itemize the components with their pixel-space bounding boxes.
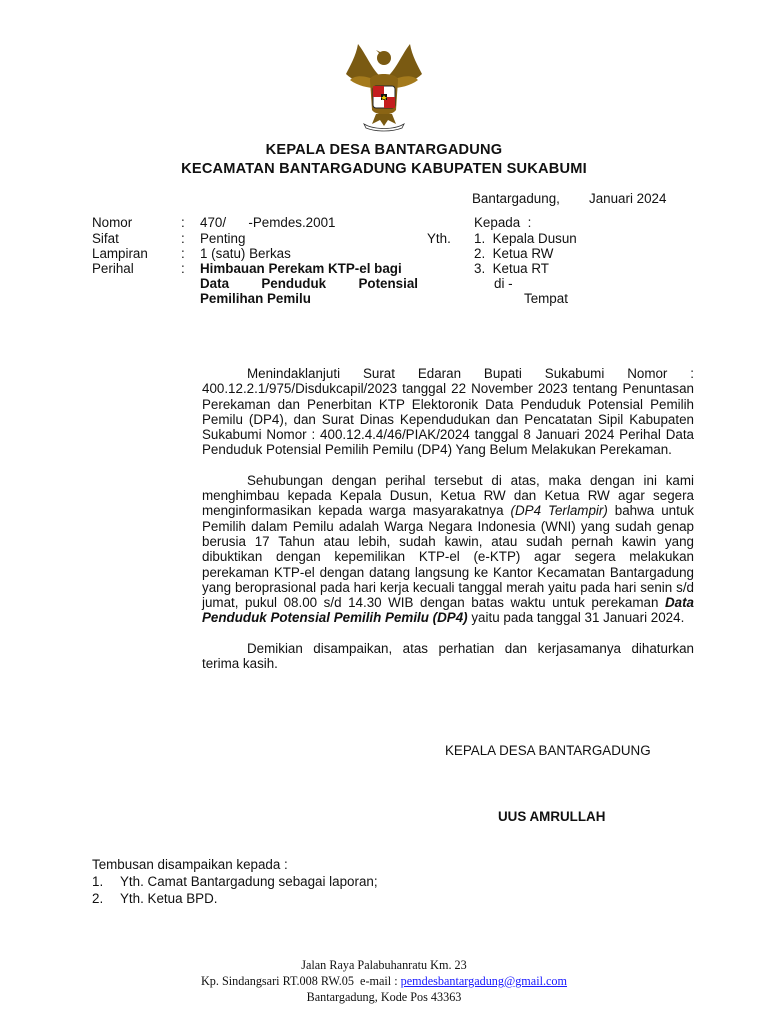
footer-line-3: Bantargadung, Kode Pos 43363	[306, 990, 462, 1004]
letterhead-line-1: KEPALA DESA BANTARGADUNG	[265, 142, 503, 158]
signature-name: UUS AMRULLAH	[498, 809, 606, 824]
perihal-line-1: Himbauan Perekam KTP-el bagi	[200, 261, 402, 276]
tembusan-heading: Tembusan disampaikan kepada :	[92, 857, 288, 872]
tembusan-num: 2.	[92, 891, 104, 906]
tempat-label: Tempat	[524, 291, 568, 306]
sifat-value: Penting	[200, 231, 246, 246]
letterhead-line-2: KECAMATAN BANTARGADUNG KABUPATEN SUKABUMI	[181, 161, 587, 177]
email-link[interactable]: pemdesbantargadung@gmail.com	[400, 974, 568, 988]
recipient-item: 3. Ketua RT	[474, 261, 549, 276]
signature-title: KEPALA DESA BANTARGADUNG	[445, 743, 651, 758]
perihal-label: Perihal	[92, 261, 134, 276]
paragraph-1: Menindaklanjuti Surat Edaran Bupati Sukabumi Nomor : 400.12.2.1/975/Disdukcapil/2023 tanggal 22 November 2023 tentang Penuntasan Perekaman dan Penerbitan KTP Elektoronik Data Penduduk Potensial Pemilih Pemilu (DP4), dan Surat Dinas Kependudukan dan Pencatatan Sipil Kabupaten Sukabumi Nomor : 400.12.4.4/46/PIAK/2024 tanggal 8 Januari 2024 Perihal Data Penduduk Potensial Pemilih Pemilu (DP4) Yang Belum Melakukan Perekaman.	[202, 366, 694, 458]
footer-line-2	[0, 973, 768, 989]
kepada-label: Kepada :	[474, 215, 532, 230]
garuda-emblem-icon	[336, 40, 432, 132]
nomor-label: Nomor	[92, 215, 133, 230]
paragraph-2	[202, 473, 694, 626]
yth-label: Yth.	[427, 231, 451, 246]
tembusan-num: 1.	[92, 874, 104, 889]
p2-text-b: bahwa untuk Pemilih dalam Pemilu adalah Warga Negara Indonesia (WNI) yang sudah genap berusia 17 Tahun atau lebih, sudah kawin, atau sudah pernah kawin yang dibuktikan dengan kepemilikan KTP-el (e-KTP) agar segera melakukan perekaman KTP-el dengan datang langsung ke Kantor Kecamatan Bantargadung yang beroprasional pada hari kerja kecuali tanggal merah yaitu pada hari senin s/d jumat, pukul 08.00 s/d 14.30 WIB dengan batas waktu untuk perekaman	[202, 503, 694, 611]
di-label: di -	[494, 276, 513, 291]
place: Bantargadung,	[472, 191, 560, 206]
lampiran-value: 1 (satu) Berkas	[200, 246, 291, 261]
nomor-value: 470/ -Pemdes.2001	[200, 215, 336, 230]
tembusan-item: Yth. Camat Bantargadung sebagai laporan;	[120, 874, 378, 889]
sifat-label: Sifat	[92, 231, 119, 246]
colon: :	[181, 215, 185, 230]
p2-italic: (DP4 Terlampir)	[510, 503, 608, 519]
recipient-item: 1. Kepala Dusun	[474, 231, 577, 246]
letter-body	[202, 366, 694, 671]
colon: :	[181, 246, 185, 261]
perihal-value	[200, 261, 418, 307]
perihal-line-3: Pemilihan Pemilu	[200, 291, 311, 307]
lampiran-label: Lampiran	[92, 246, 148, 261]
colon: :	[181, 261, 185, 276]
date: Januari 2024	[589, 191, 667, 206]
tembusan-item: Yth. Ketua BPD.	[120, 891, 218, 906]
perihal-line-2: Data Penduduk Potensial	[200, 276, 418, 292]
footer-address	[0, 957, 768, 1005]
paragraph-3: Demikian disampaikan, atas perhatian dan kerjasamanya dihaturkan terima kasih.	[202, 640, 694, 672]
recipient-item: 2. Ketua RW	[474, 246, 554, 261]
p2-emphasis: Data Penduduk Potensial Pemilih Pemilu (DP4)	[202, 595, 694, 626]
footer-line-2-text: Kp. Sindangsari RT.008 RW.05 e-mail :	[200, 974, 401, 988]
p2-text-c: yaitu pada tanggal 31 Januari 2024.	[467, 610, 685, 626]
footer-line-1: Jalan Raya Palabuhanratu Km. 23	[301, 958, 467, 972]
p2-text-a: Sehubungan dengan perihal tersebut di atas, maka dengan ini kami menghimbau kepada Kepala Dusun, Ketua RW dan Ketua RW agar segera menginformasikan kepada warga masyarakatnya	[202, 472, 694, 519]
colon: :	[181, 231, 185, 246]
